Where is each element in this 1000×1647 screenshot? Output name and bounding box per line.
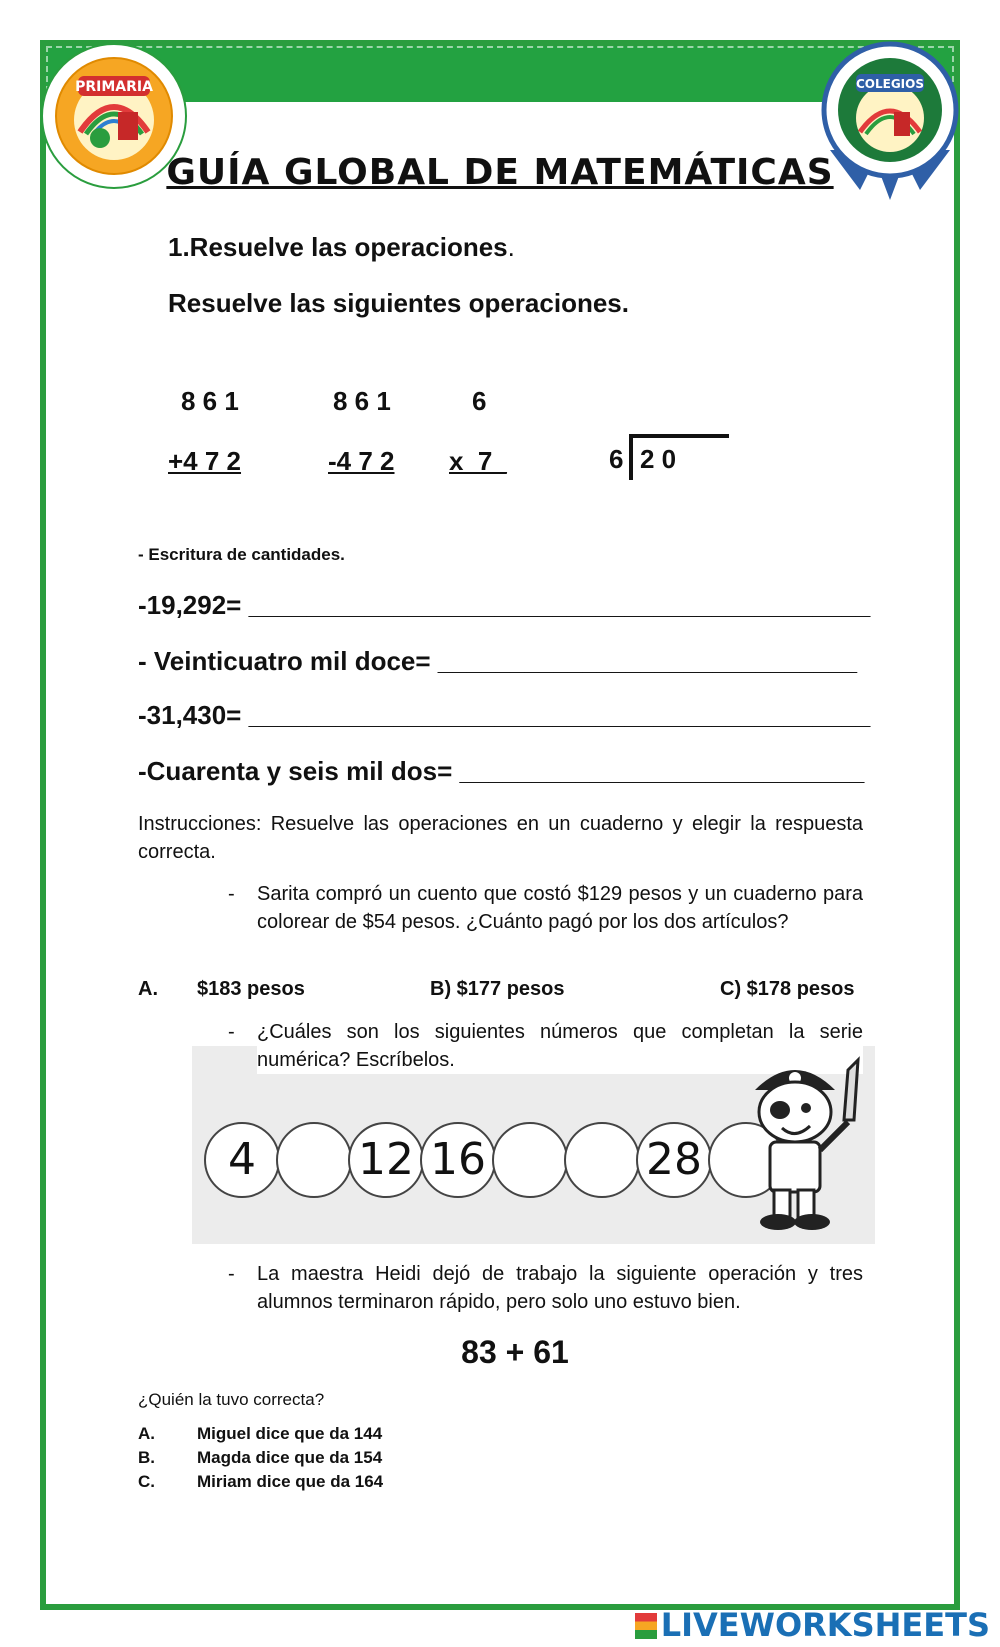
addition-top: 8 6 1 [181, 386, 239, 416]
problem1-option-c[interactable]: C) $178 pesos [720, 978, 855, 1000]
problem1-option-b[interactable]: B) $177 pesos [430, 978, 565, 1000]
problem3-operation: 83 + 61 [461, 1334, 569, 1370]
page-title: GUÍA GLOBAL DE MATEMÁTICAS [166, 152, 834, 193]
section-heading-dot: . [507, 232, 515, 262]
subtraction-bottom: -4 7 2 [328, 446, 395, 476]
problem3-option-c[interactable]: Miriam dice que da 164 [197, 1472, 384, 1491]
series-circle-4: 16 [420, 1122, 496, 1198]
quantity-line-2[interactable]: - Veinticuatro mil doce= _____________________________ [138, 646, 858, 676]
problem3-text: La maestra Heidi dejó de trabajo la siguiente operación y tres alumnos terminaron rápido, pero solo uno estuvo bien. [257, 1263, 863, 1313]
division-divisor: 6 [609, 444, 624, 474]
instructions-text: Instrucciones: Resuelve las operaciones en un cuaderno y elegir la respuesta correcta. [138, 813, 863, 863]
problem3-option-c-label: C. [138, 1472, 155, 1491]
problem1-bullet: - [228, 883, 235, 905]
problem3-option-a-label: A. [138, 1424, 155, 1443]
series-circle-2[interactable] [276, 1122, 352, 1198]
series-circle-5[interactable] [492, 1122, 568, 1198]
quantity-line-1[interactable]: -19,292= ___________________________________________ [138, 590, 871, 620]
series-circle-7: 28 [636, 1122, 712, 1198]
section-subheading: Resuelve las siguientes operaciones. [168, 288, 629, 318]
quantities-heading: - Escritura de cantidades. [138, 545, 345, 564]
quantity-line-3[interactable]: -31,430= ___________________________________________ [138, 700, 871, 730]
series-circle-1: 4 [204, 1122, 280, 1198]
section-heading [168, 232, 515, 263]
problem3-option-b[interactable]: Magda dice que da 154 [197, 1448, 383, 1467]
problem1-text: Sarita compró un cuento que costó $129 pesos y un cuaderno para colorear de $54 pesos. ¿Cuánto pagó por los dos artículos? [257, 883, 863, 933]
addition-bottom: +4 7 2 [168, 446, 242, 476]
problem2-text: ¿Cuáles son los siguientes números que completan la serie numérica? Escríbelos. [257, 1018, 863, 1074]
liveworksheets-logo-icon [635, 1613, 657, 1639]
subtraction-top: 8 6 1 [333, 386, 391, 416]
series-circle-3: 12 [348, 1122, 424, 1198]
multiplication-bottom: x 7_ [449, 446, 507, 476]
problem3-bullet: - [228, 1263, 235, 1285]
logo-right-text: COLEGIOS [855, 77, 925, 91]
liveworksheets-footer[interactable] [635, 1606, 990, 1644]
problem3-option-b-label: B. [138, 1448, 155, 1467]
section-heading-text: 1.Resuelve las operaciones [168, 232, 508, 262]
problem1-option-a-label: A. [138, 978, 158, 1000]
series-circle-6[interactable] [564, 1122, 640, 1198]
problem3-question: ¿Quién la tuvo correcta? [138, 1390, 325, 1409]
problem2-bullet: - [228, 1021, 235, 1043]
pirate-illustration [740, 1050, 870, 1240]
problem1-option-a[interactable]: $183 pesos [197, 978, 305, 1000]
multiplication-top: 6 [472, 386, 487, 416]
logo-right-ribbon: sace [876, 161, 904, 175]
division-dividend: 2 0 [640, 444, 677, 474]
footer-brand-text: LIVEWORKSHEETS [660, 1606, 990, 1644]
quantity-line-4[interactable]: -Cuarenta y seis mil dos= ____________________________ [138, 756, 865, 786]
problem3-option-a[interactable]: Miguel dice que da 144 [197, 1424, 383, 1443]
logo-left-text: PRIMARIA [75, 79, 153, 95]
